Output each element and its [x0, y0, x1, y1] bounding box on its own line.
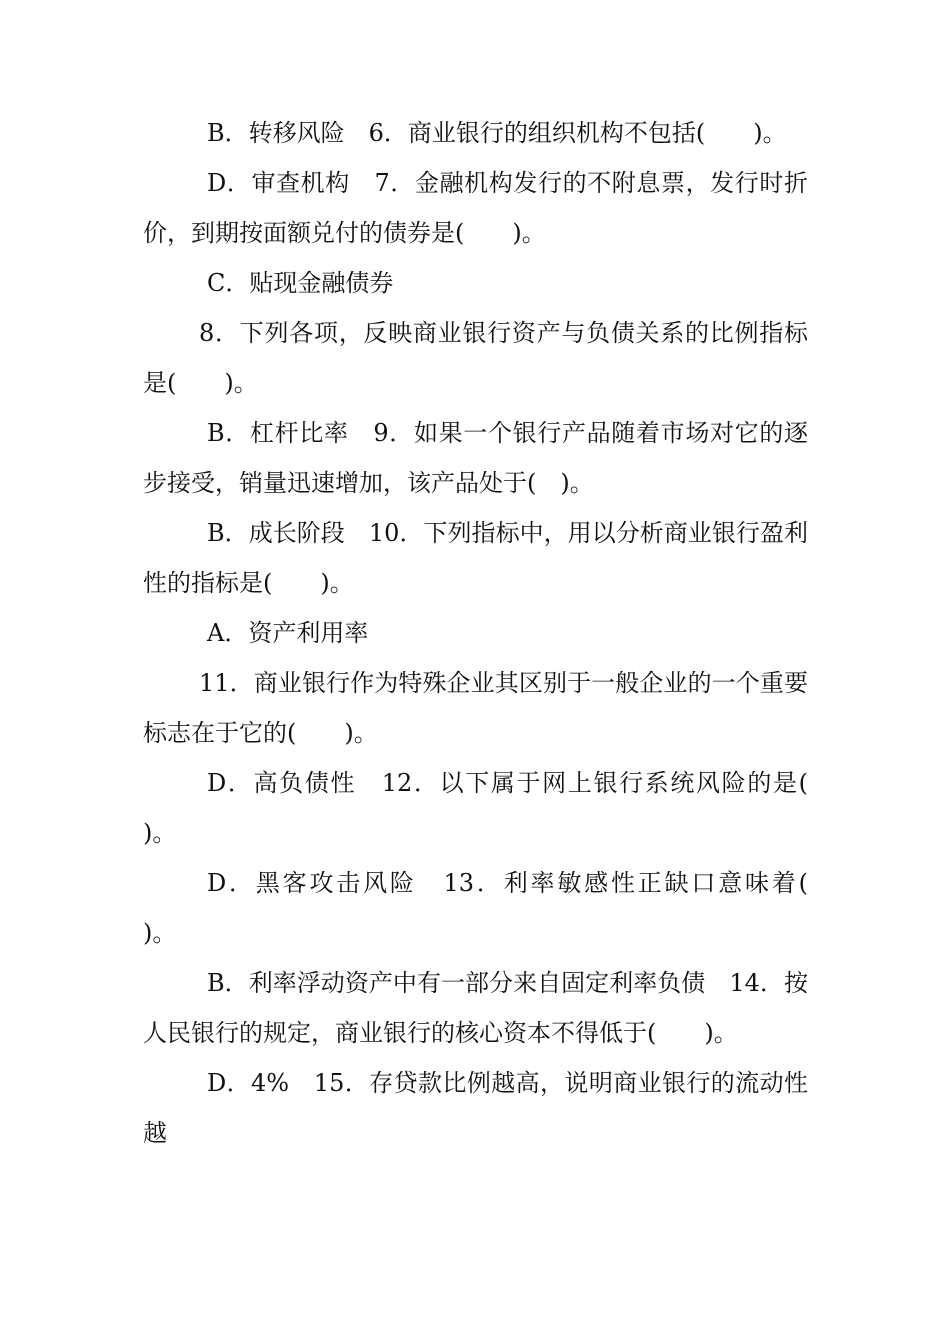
paragraph-question-11: 11．商业银行作为特殊企业其区别于一般企业的一个重要标志在于它的( )。: [143, 669, 808, 747]
paragraph-answer-12-question-13: D．黑客攻击风险 13．利率敏感性正缺口意味着( )。: [143, 869, 856, 947]
paragraph-question-8: 8．下列各项，反映商业银行资产与负债关系的比例指标是( )。: [143, 319, 808, 397]
paragraph-answer-13-question-14: B．利率浮动资产中有一部分来自固定利率负债 14．按人民银行的规定，商业银行的核心资本不得低于( )。: [143, 969, 808, 1047]
document-body: [143, 108, 856, 1158]
paragraph-answer-11-question-12: D．高负债性 12．以下属于网上银行系统风险的是( )。: [143, 769, 856, 847]
paragraph-answer-14-question-15: D．4% 15．存贷款比例越高，说明商业银行的流动性越: [143, 1069, 808, 1147]
paragraph-answer-5-question-6: B．转移风险 6．商业银行的组织机构不包括( )。: [207, 119, 787, 147]
paragraph-answer-9-question-10: B．成长阶段 10．下列指标中，用以分析商业银行盈利性的指标是( )。: [143, 519, 808, 597]
paragraph-answer-8-question-9: B．杠杆比率 9．如果一个银行产品随着市场对它的逐步接受，销量迅速增加，该产品处于( )。: [143, 419, 808, 497]
paragraph-answer-6-question-7: D．审查机构 7．金融机构发行的不附息票，发行时折价，到期按面额兑付的债券是( )。: [143, 169, 808, 247]
paragraph-answer-7: C．贴现金融债券: [207, 269, 394, 297]
paragraph-answer-10: A．资产利用率: [207, 619, 369, 647]
